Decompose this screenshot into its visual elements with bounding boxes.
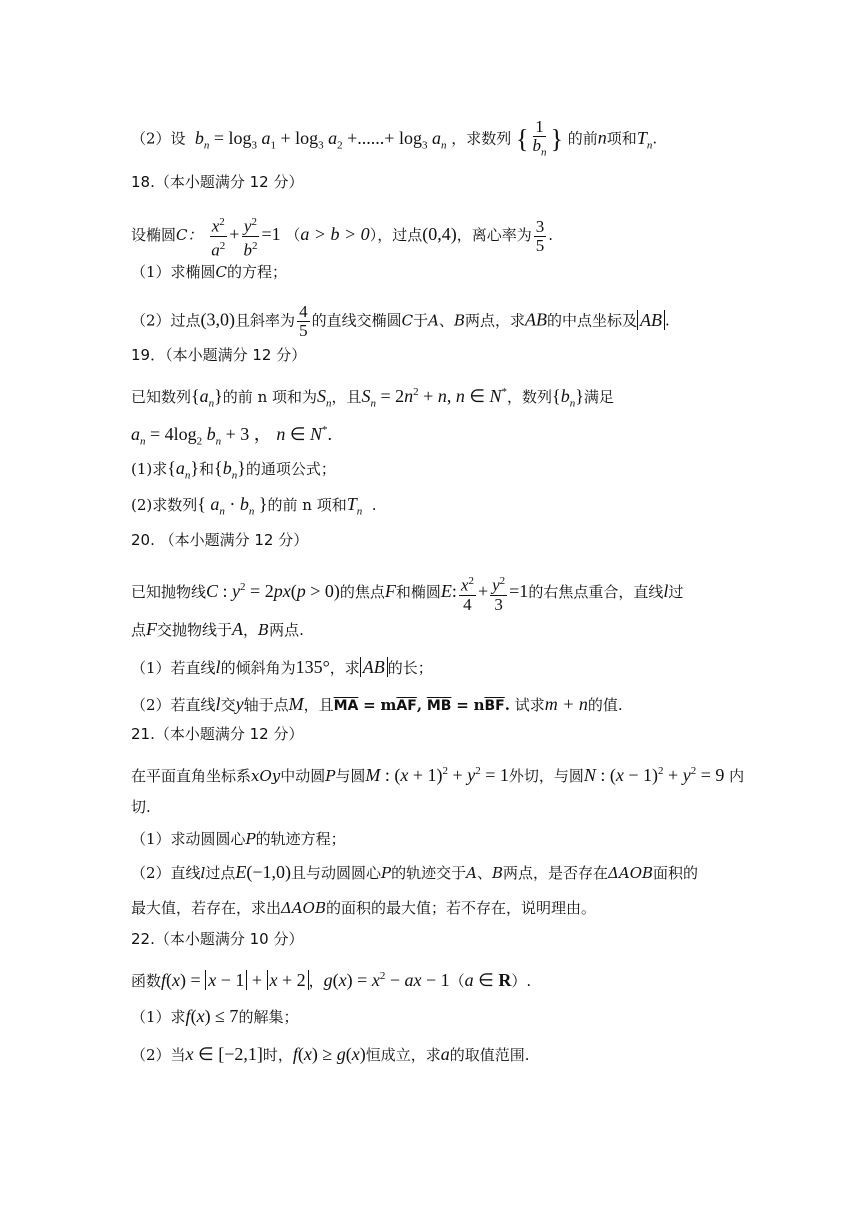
q20-p1 xyxy=(131,657,433,678)
text: (1)求 xyxy=(131,460,168,478)
text: F xyxy=(146,619,158,639)
text: 在平面直角坐标系 xyxy=(131,767,252,785)
brace-left: { xyxy=(516,124,529,154)
seq-an: $\{a_n\}$ xyxy=(167,458,200,482)
text: 已知抛物线 xyxy=(131,582,207,601)
text: 面积的 xyxy=(653,864,699,882)
text: （2）直线 xyxy=(131,864,201,882)
frac-y2-3: $\frac{y^2}{3}$ xyxy=(490,572,507,614)
var-n: n xyxy=(597,127,607,148)
q18-title: 18.（本小题满分 12 分） xyxy=(131,173,304,191)
text: 项和 xyxy=(606,129,637,148)
text: 的解集； xyxy=(238,1008,299,1026)
seq-bn: $\{b_n\}$ xyxy=(214,458,246,482)
text: ，且 xyxy=(331,388,362,406)
q20-p2 xyxy=(131,694,623,716)
text: . xyxy=(371,496,377,514)
frac-4-5: $\frac{4}{5}$ xyxy=(299,302,308,340)
formula-f-le-7: f(x) ≤ 7 xyxy=(185,1006,239,1026)
formula-Sn: $S_n = 2n^2 + n$ xyxy=(361,386,447,410)
q22-title: 22.（本小题满分 10 分） xyxy=(131,930,304,948)
text: l xyxy=(215,657,221,677)
formula-a-in-R: a ∈ R xyxy=(464,970,512,990)
formula-g: $g(x) = x^2$ − ax − 1 xyxy=(323,970,450,990)
text: 轴于点 xyxy=(243,696,289,714)
formula-circle-M: M : $(x + 1)^2 + y^2 = 1$ xyxy=(365,765,509,785)
q20-line1: 已知抛物线C : $y^2 = 2px(p > 0)$的焦点F和椭圆E: $\frac{x^2}{4}$ + $\frac{y^2}{3}$ =1的右焦点重合，直线l过 xyxy=(131,572,683,614)
q22-p2 xyxy=(131,1044,530,1065)
formula-domain: , n ∈ N* xyxy=(446,386,508,406)
text: 满足 xyxy=(583,388,614,406)
text: C xyxy=(401,311,414,330)
text: 恒成立，求 xyxy=(365,1046,441,1064)
q18-p2: （2）过点(3,0)且斜率为 $\frac{4}{5}$ 的直线交椭圆C于A、B两点，求AB的中点坐标及 AB . xyxy=(131,302,670,340)
text: 交 xyxy=(220,696,236,714)
text: 和 xyxy=(199,460,215,478)
q19-line1 xyxy=(131,382,614,414)
text: ，数列 xyxy=(507,388,553,406)
text: ΔAOB xyxy=(281,899,327,917)
q21-p2-line2 xyxy=(131,898,596,918)
q17-part2 xyxy=(131,118,657,161)
q21-title: 21.（本小题满分 12 分） xyxy=(131,725,304,743)
frac-y2-b2: $\frac{y^2}{b^2}$ xyxy=(241,213,259,259)
text: a xyxy=(440,1044,450,1064)
text: B xyxy=(258,621,270,639)
text: （2）过点 xyxy=(131,311,201,330)
text: 与圆 xyxy=(335,767,366,785)
formula-parabola: C : $y^2 = 2px(p > 0)$ xyxy=(206,580,340,601)
formula-condition: a > b > 0 xyxy=(300,224,370,245)
text: 试求 xyxy=(514,696,545,714)
text: l xyxy=(215,694,221,714)
var-Sn: $S_n$ xyxy=(317,386,332,410)
formula-circle-N: N : $(x - 1)^2 + y^2 = 9$ xyxy=(583,765,725,785)
text: 且斜率为 xyxy=(235,311,296,330)
frac-x2-a2: $\frac{x^2}{a^2}$ xyxy=(209,213,227,259)
text: （2）当 xyxy=(131,1046,186,1064)
text: （1）若直线 xyxy=(131,659,216,677)
text: （2）设 xyxy=(131,129,186,148)
text: 交抛物线于 xyxy=(157,621,233,639)
text: 的中点坐标及 xyxy=(546,311,637,330)
text: 设椭圆 xyxy=(131,226,177,245)
formula-an: $a_n = 4\log_2$ $b_n + 3$ ， n ∈ N*. xyxy=(131,424,333,448)
point-3-0: (3,0) xyxy=(200,309,236,330)
text: 点 xyxy=(131,621,147,639)
text: ，离心率为 xyxy=(456,226,532,245)
text: 于 xyxy=(413,311,429,330)
text: 的前 n 项和 xyxy=(267,496,347,514)
text: 的直线交椭圆 xyxy=(311,311,402,330)
formula-f-ge-g: f(x) ≥ g(x) xyxy=(292,1044,366,1064)
text: 和椭圆 xyxy=(395,582,441,601)
text: A xyxy=(232,619,244,639)
text: （1）求椭圆 xyxy=(131,263,216,281)
q20-title: 20. （本小题满分 12 分） xyxy=(131,531,309,549)
text: . xyxy=(652,129,658,148)
text: ， xyxy=(308,972,324,990)
text: 已知数列 xyxy=(131,388,192,406)
text: l xyxy=(200,864,206,882)
point-E: E(−1,0) xyxy=(235,862,292,882)
text: 过 xyxy=(668,582,684,601)
text: ， xyxy=(243,621,259,639)
q20-line2 xyxy=(131,619,304,640)
point-0-4: (0,4) xyxy=(422,224,457,245)
text: ），过点 xyxy=(369,226,423,245)
text: xOy xyxy=(251,767,281,785)
text: A xyxy=(466,864,477,882)
q22-p1 xyxy=(131,1006,298,1027)
q21-line1 xyxy=(131,761,744,786)
text: 中动圆 xyxy=(280,767,326,785)
text: （1）求 xyxy=(131,1008,186,1026)
seq-an: $\{a_n\}$ xyxy=(191,386,223,410)
text: B xyxy=(492,864,504,882)
var-T: $T_n$ xyxy=(636,127,653,152)
q22-line1 xyxy=(131,966,531,991)
text: 的轨迹方程； xyxy=(255,830,346,848)
q19-line2 xyxy=(131,420,332,452)
text: AB xyxy=(524,309,547,330)
text: 的方程； xyxy=(227,263,288,281)
formula-bn: $b_n = \log_3 a_1 + \log_3 a_2$ +......+ $\log_3 a_n$ xyxy=(194,127,447,152)
text: （1）求动圆圆心 xyxy=(131,830,246,848)
text: F xyxy=(384,580,396,601)
text: 时， xyxy=(262,1046,293,1064)
seq-anbn: { $a_n \cdot b_n$ } xyxy=(197,494,268,518)
text: ，且 xyxy=(303,696,334,714)
text: ，求数列 xyxy=(451,129,512,148)
q21-line2: 切. xyxy=(131,798,151,816)
text: P xyxy=(325,767,336,785)
text: ΔAOB xyxy=(608,864,654,882)
seq-bn: $\{b_n\}$ xyxy=(552,386,584,410)
q18-stem: 设椭圆C： $\frac{x^2}{a^2}$ + $\frac{y^2}{b^2}$ =1 （a > b > 0），过点(0,4)，离心率为 $\frac{3}{5}$ . xyxy=(131,213,553,259)
text: P xyxy=(381,864,392,882)
text: （ xyxy=(285,226,301,245)
q19-title: 19．（本小题满分 12 分） xyxy=(131,346,307,364)
text: 两点，是否存在 xyxy=(503,864,609,882)
frac-3-5: $\frac{3}{5}$ xyxy=(535,216,545,255)
text: (2)求数列 xyxy=(131,496,198,514)
text: B xyxy=(453,311,465,330)
q19-p2 xyxy=(131,494,377,522)
text: 过点 xyxy=(205,864,236,882)
text: （2）若直线 xyxy=(131,696,216,714)
text: 函数 xyxy=(131,972,162,990)
text: P xyxy=(245,830,256,848)
text: 的值. xyxy=(587,696,623,714)
text: 最大值，若存在，求出 xyxy=(131,899,282,917)
frac-x2-4: $\frac{x^2}{4}$ xyxy=(459,572,476,614)
text: 内 xyxy=(729,767,745,785)
q19-p1 xyxy=(131,458,336,486)
var-Tn: $T_n$ xyxy=(346,494,363,518)
text: C： xyxy=(176,226,203,245)
text: 的右焦点重合，直线 xyxy=(528,582,664,601)
text: 的焦点 xyxy=(339,582,385,601)
formula-interval: x ∈ [−2,1] xyxy=(185,1044,263,1064)
text: 两点，求 xyxy=(464,311,525,330)
text: （ xyxy=(449,972,465,990)
text: 的倾斜角为 xyxy=(220,659,296,677)
text: 的长； xyxy=(387,659,433,677)
text: A xyxy=(428,311,439,330)
formula-f: f(x) = x − 1 + x + 2 xyxy=(161,970,309,990)
text: l xyxy=(663,580,669,601)
text: 、 xyxy=(476,864,492,882)
brace-right: } xyxy=(550,124,563,154)
text: 的取值范围. xyxy=(449,1046,530,1064)
q21-p2 xyxy=(131,862,698,883)
q18-p1 xyxy=(131,262,287,282)
text: y xyxy=(235,694,244,714)
text: 135° xyxy=(295,657,330,677)
text: 外切，与圆 xyxy=(508,767,584,785)
abs-AB: AB xyxy=(637,310,665,330)
text: 的前 xyxy=(567,129,598,148)
q21-p1 xyxy=(131,829,346,849)
text: 的前 n 项和为 xyxy=(222,388,317,406)
fraction-1-bn: $\frac{1}{b_n}$ xyxy=(532,117,547,159)
formula-m-plus-n: m + n xyxy=(544,694,588,714)
vector-relations: $\overline{MA} = m\overline{AF}$, $\overline{MB} = n\overline{BF}$. xyxy=(333,696,510,714)
text: 且与动圆圆心 xyxy=(291,864,382,882)
text: ）. xyxy=(511,972,532,990)
abs-AB: AB xyxy=(360,657,388,677)
text: 的面积的最大值；若不存在，说明理由。 xyxy=(326,899,597,917)
text: ，求 xyxy=(329,659,360,677)
text: 、 xyxy=(438,311,454,330)
text: M xyxy=(288,694,304,714)
text: 的轨迹交于 xyxy=(391,864,467,882)
text: C xyxy=(215,263,228,281)
text: 两点. xyxy=(269,621,304,639)
text: 的通项公式； xyxy=(245,460,336,478)
